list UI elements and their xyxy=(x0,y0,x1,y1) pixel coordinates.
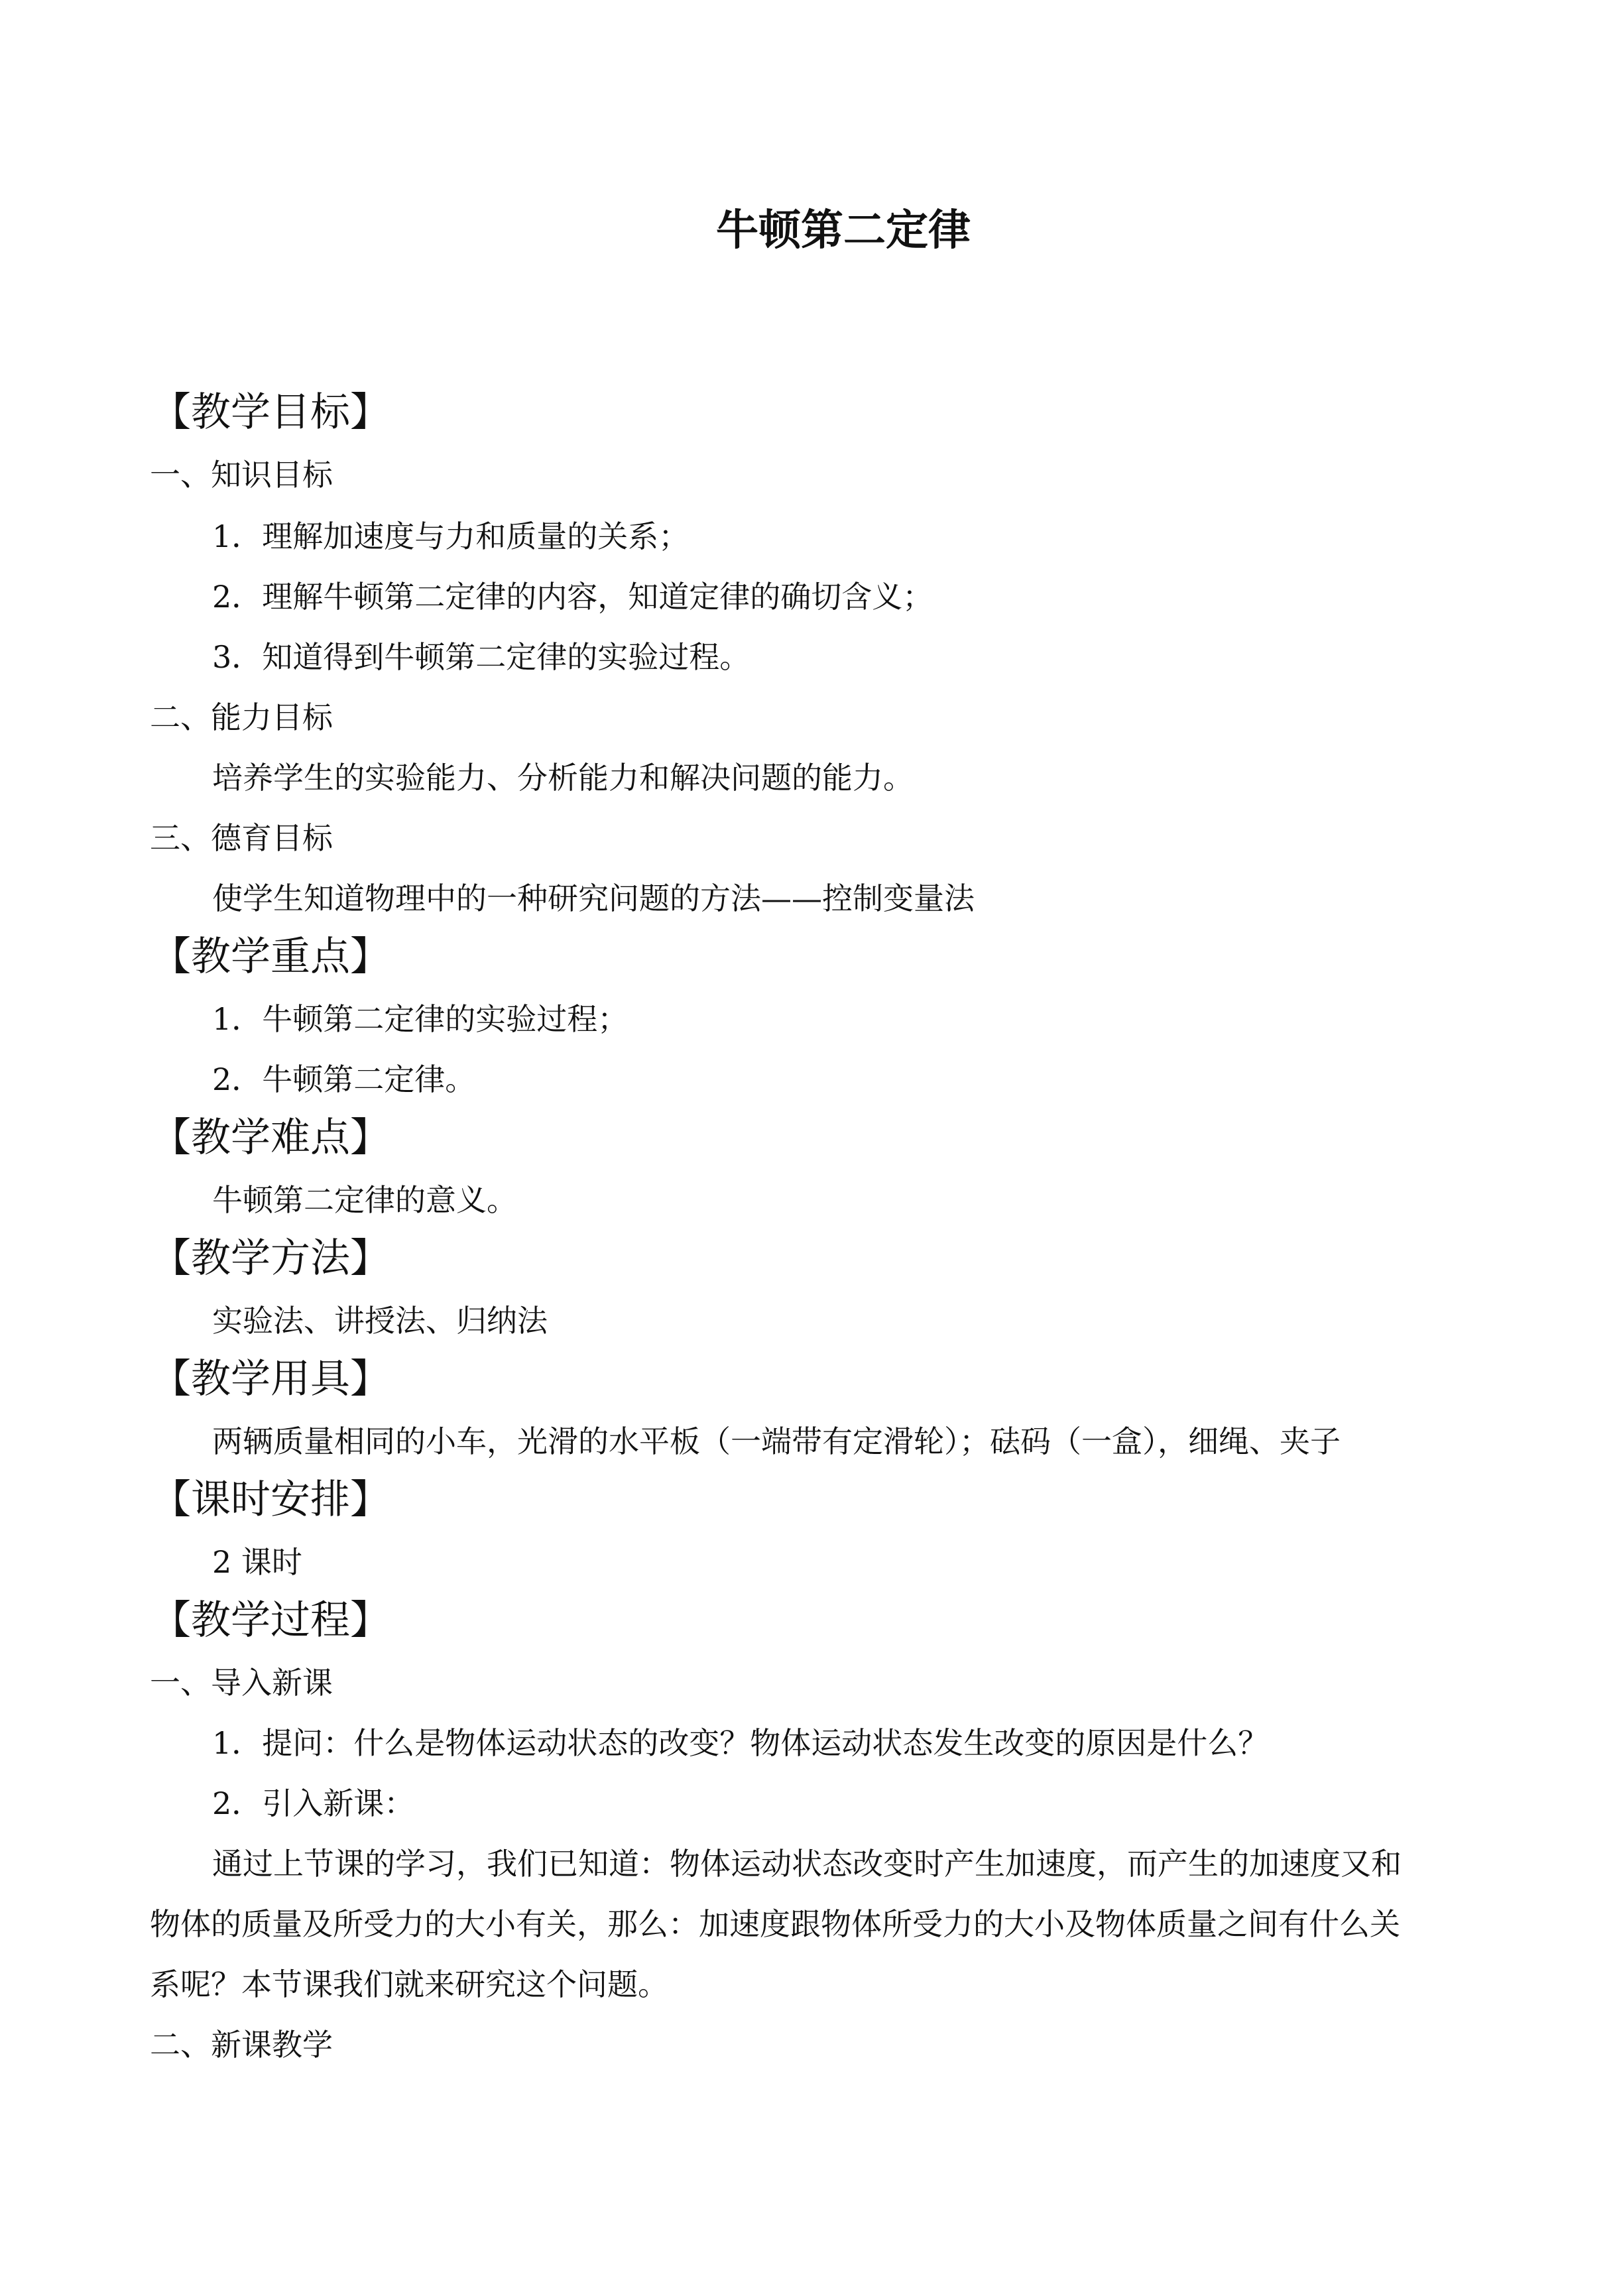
schedule-heading: 【课时安排】 xyxy=(151,1477,390,1523)
key-point-2: 2．牛顿第二定律。 xyxy=(212,1061,476,1097)
intro-heading: 一、导入新课 xyxy=(150,1665,333,1701)
key-point-1: 1．牛顿第二定律的实验过程； xyxy=(212,1001,629,1037)
intro-item-1: 1．提问：什么是物体运动状态的改变？物体运动状态发生改变的原因是什么？ xyxy=(212,1725,1269,1761)
knowledge-item-1: 1．理解加速度与力和质量的关系； xyxy=(212,518,690,554)
knowledge-item-3: 3．知道得到牛顿第二定律的实验过程。 xyxy=(212,639,751,675)
new-lesson-heading: 二、新课教学 xyxy=(150,2027,333,2063)
intro-item-2: 2．引入新课： xyxy=(212,1785,415,1821)
process-heading: 【教学过程】 xyxy=(151,1597,390,1644)
page-title: 牛顿第二定律 xyxy=(716,206,971,255)
moral-objectives-heading: 三、德育目标 xyxy=(150,820,333,856)
knowledge-item-2: 2．理解牛顿第二定律的内容，知道定律的确切含义； xyxy=(212,579,933,615)
intro-paragraph-line-1: 通过上节课的学习，我们已知道：物体运动状态改变时产生加速度，而产生的加速度又和 xyxy=(212,1846,1402,1882)
ability-objectives-heading: 二、能力目标 xyxy=(150,699,333,735)
key-points-heading: 【教学重点】 xyxy=(151,934,390,980)
moral-objectives-text: 使学生知道物理中的一种研究问题的方法——控制变量法 xyxy=(212,880,975,916)
tools-text: 两辆质量相同的小车，光滑的水平板（一端带有定滑轮）；砝码（一盒），细绳、夹子 xyxy=(212,1423,1341,1459)
objectives-heading: 【教学目标】 xyxy=(151,389,390,436)
intro-paragraph-line-3: 系呢？本节课我们就来研究这个问题。 xyxy=(150,1966,668,2002)
difficulties-text: 牛顿第二定律的意义。 xyxy=(212,1182,517,1218)
difficulties-heading: 【教学难点】 xyxy=(151,1115,390,1161)
ability-objectives-text: 培养学生的实验能力、分析能力和解决问题的能力。 xyxy=(212,760,914,796)
intro-paragraph-line-2: 物体的质量及所受力的大小有关，那么：加速度跟物体所受力的大小及物体质量之间有什么关 xyxy=(150,1906,1400,1942)
knowledge-objectives-heading: 一、知识目标 xyxy=(150,457,333,493)
schedule-text: 2 课时 xyxy=(212,1544,302,1580)
methods-text: 实验法、讲授法、归纳法 xyxy=(212,1303,548,1339)
methods-heading: 【教学方法】 xyxy=(151,1235,390,1282)
tools-heading: 【教学用具】 xyxy=(151,1356,390,1402)
